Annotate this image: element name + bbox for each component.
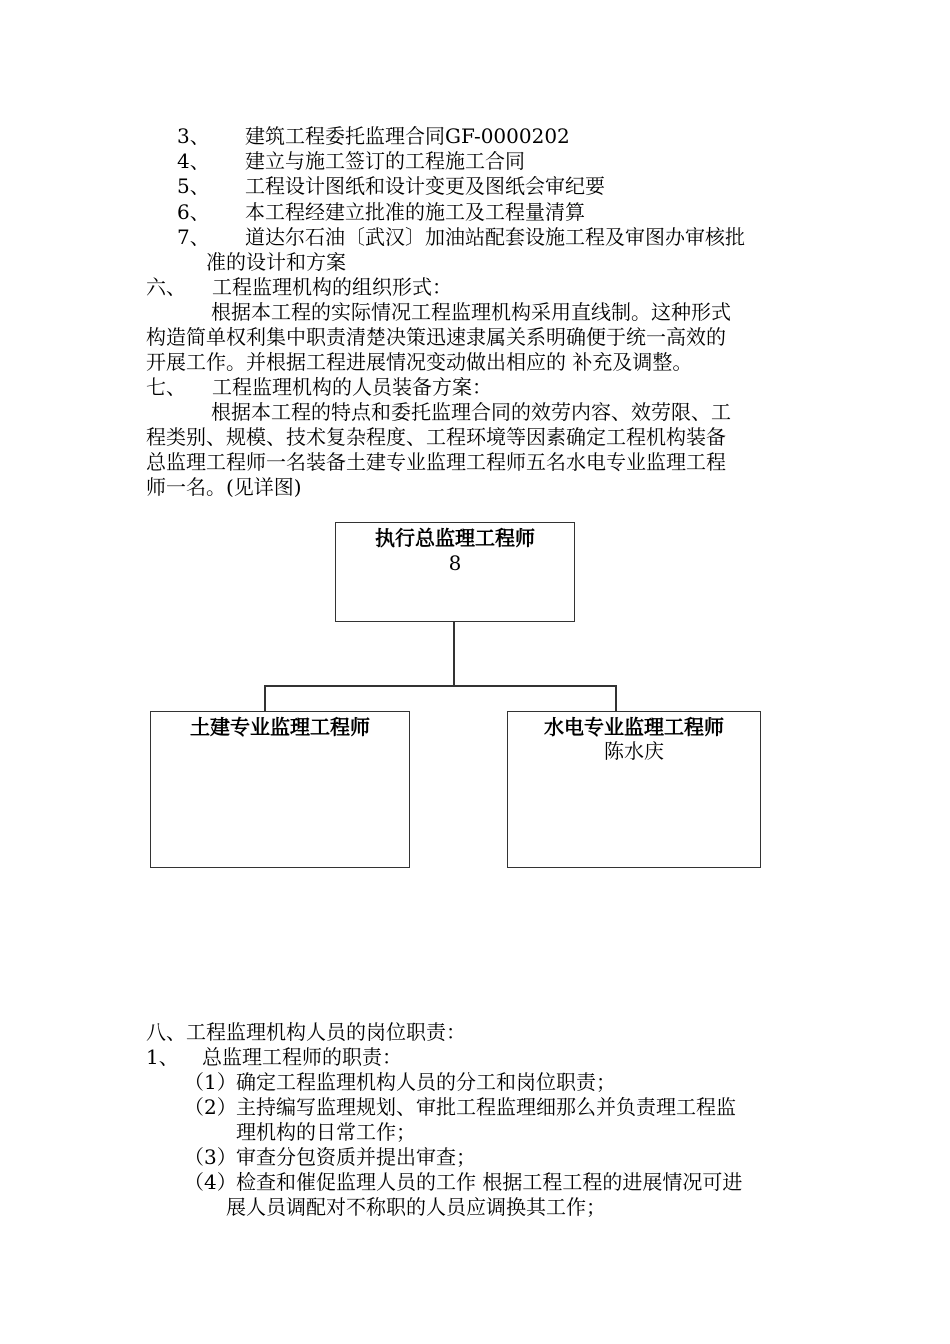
org-box-civil <box>150 711 410 868</box>
duty-text: 检查和催促监理人员的工作 根据工程工程的进展情况可进 <box>236 1170 743 1194</box>
duty-number: （3） <box>184 1145 237 1169</box>
duty-number: （4） <box>184 1170 237 1194</box>
section-heading <box>146 375 492 399</box>
paragraph-line: 程类别、规模、技术复杂程度、工程环境等因素确定工程机构装备 <box>146 425 726 449</box>
subsection-heading <box>146 1045 402 1069</box>
list-number: 6、 <box>177 200 210 224</box>
section-title: 工程监理机构的组织形式： <box>212 275 452 299</box>
duty-number: （1） <box>184 1070 237 1094</box>
connector-line <box>453 622 455 686</box>
duty-item <box>184 1095 736 1119</box>
org-box-name: 陈水庆 <box>604 739 664 763</box>
duty-item <box>184 1070 616 1094</box>
paragraph-line: 开展工作。并根据工程进展情况变动做出相应的 补充及调整。 <box>146 350 693 374</box>
section-heading <box>146 275 452 299</box>
duty-text-continuation: 展人员调配对不称职的人员应调换其工作； <box>226 1195 606 1219</box>
list-text: 本工程经建立批准的施工及工程量清算 <box>245 200 585 224</box>
org-box-title: 土建专业监理工程师 <box>190 715 370 739</box>
list-text-continuation: 准的设计和方案 <box>206 250 346 274</box>
duty-text: 确定工程监理机构人员的分工和岗位职责； <box>236 1070 616 1094</box>
section-heading: 八、工程监理机构人员的岗位职责： <box>146 1020 466 1044</box>
list-text: 建立与施工签订的工程施工合同 <box>245 149 525 173</box>
subsection-title: 总监理工程师的职责： <box>202 1045 402 1069</box>
duty-text: 主持编写监理规划、审批工程监理细那么并负责理工程监 <box>236 1095 736 1119</box>
paragraph-line: 根据本工程的实际情况工程监理机构采用直线制。这种形式 <box>211 300 731 324</box>
section-title: 工程监理机构的人员装备方案： <box>212 375 492 399</box>
duty-text-continuation: 理机构的日常工作； <box>236 1120 416 1144</box>
connector-line <box>264 685 616 687</box>
duty-item <box>184 1170 743 1194</box>
paragraph-line: 师一名。(见详图) <box>146 475 302 499</box>
connector-line <box>615 685 617 712</box>
paragraph-line: 根据本工程的特点和委托监理合同的效劳内容、效劳限、工 <box>211 400 731 424</box>
connector-line <box>264 685 266 712</box>
paragraph-line: 总监理工程师一名装备土建专业监理工程师五名水电专业监理工程 <box>146 450 726 474</box>
section-number: 六、 <box>146 275 186 299</box>
list-text: 道达尔石油〔武汉〕加油站配套设施工程及审图办审核批 <box>245 225 745 249</box>
list-number: 3、 <box>177 124 210 148</box>
org-box-mep <box>507 711 761 868</box>
list-item <box>177 200 585 224</box>
list-number: 5、 <box>177 174 210 198</box>
list-text: 建筑工程委托监理合同GF-0000202 <box>245 124 570 148</box>
org-box-name: 8 <box>448 551 462 575</box>
list-number: 7、 <box>177 225 210 249</box>
duty-number: （2） <box>184 1095 237 1119</box>
list-item <box>177 124 570 148</box>
paragraph-line: 构造简单权利集中职责清楚决策迅速隶属关系明确便于统一高效的 <box>146 325 726 349</box>
subsection-number: 1、 <box>146 1045 179 1069</box>
duty-text: 审查分包资质并提出审查； <box>236 1145 476 1169</box>
section-number: 七、 <box>146 375 186 399</box>
duty-item <box>184 1145 476 1169</box>
org-box-title: 执行总监理工程师 <box>375 526 535 550</box>
list-text: 工程设计图纸和设计变更及图纸会审纪要 <box>245 174 605 198</box>
list-number: 4、 <box>177 149 210 173</box>
org-box-chief <box>335 522 575 622</box>
list-item <box>177 225 745 249</box>
list-item <box>177 149 525 173</box>
list-item <box>177 174 605 198</box>
org-box-title: 水电专业监理工程师 <box>544 715 724 739</box>
